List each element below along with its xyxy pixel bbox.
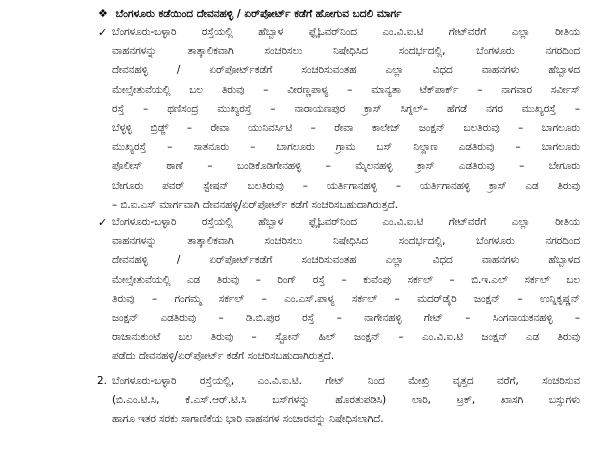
paragraph-line: ದೇವನಹಳ್ಳಿ / ಏರ್‌ಪೋರ್ಟ್‌ಕಡೆಗೆ ಸಂಚರಿಸುವಂತಹ ಎಲ್ಲಾ ವಿಧದ ವಾಹನಗಳು ಹೆಬ್ಬಾಳದ (112, 64, 580, 77)
paragraph-line: ತಿರುವು – ಗಂಗಮ್ಮ ಸರ್ಕಲ್ – ಎಂ.ಎಸ್.ಪಾಳ್ಯ ಸರ್ಕಲ್ – ಮದರ್‌ಡೈರಿ ಜಂಕ್ಷನ್ – ಉನ್ನಿಕೃಷ್ಣನ್ (112, 292, 580, 305)
paragraph-line: ಮೇಲ್ಸೇತುವೆಯಲ್ಲಿ ಬಲ ತಿರುವು – ವೀರಣ್ಣಪಾಳ್ಯ – ಮಾನ್ಯತಾ ಟೆಕ್‌ಪಾರ್ಕ್ – ನಾಗವಾರ ಸರ್ವೀಸ್ (112, 83, 580, 96)
paragraph-line: ದೇವನಹಳ್ಳಿ / ಏರ್‌ಪೋರ್ಟ್‌ಕಡೆಗೆ ಸಂಚರಿಸುವಂತಹ ಎಲ್ಲಾ ವಿಧದ ವಾಹನಗಳು ಹೆಬ್ಬಾಳದ (112, 254, 580, 267)
paragraph-line: ಹಾಗೂ ಇತರ ಸರಕು ಸಾಗಾಣಿಕೆಯ ಭಾರಿ ವಾಹನಗಳ ಸಂಚಾರವನ್ನು ನಿಷೇಧಿಸಲಾಗಿದೆ. (112, 413, 384, 426)
route-paragraph-1 (98, 23, 580, 215)
paragraph-line: – ಬಿ.ಐ.ಎಸ್ ಮಾರ್ಗವಾಗಿ ದೇವನಹಳ್ಳಿ/ಏರ್‌ಪೋರ್ಟ್ ಕಡೆಗೆ ಸಂಚರಿಸಬಹುದಾಗಿರುತ್ತದೆ. (112, 198, 399, 211)
paragraph-line: ವಾಹನಗಳನ್ನು ತಾತ್ಕಾಲಿಕವಾಗಿ ಸಂಚರಿಸಲು ನಿಷೇಧಿಸಿದ ಸಂದರ್ಭದಲ್ಲಿ, ಬೆಂಗಳೂರು ನಗರದಿಂದ (112, 45, 580, 58)
paragraph-line: ಬೆಂಗಳೂರು-ಬಳ್ಳಾರಿ ರಸ್ತೆಯಲ್ಲಿ, ಎಂ.ವಿ.ಐ.ಟಿ. ಗೇಟ್ ನಿಂದ ಮೇಖ್ರಿ ವೃತ್ತದ ವರೆಗೆ, ಸಂಚರಿಸುವ (112, 375, 580, 387)
paragraph-line: ಜಂಕ್ಷನ್ ಎಡತಿರುವು – ಡಿ.ಬಿ.ಪುರ ರಸ್ತೆ – ನಾಗೇನಹಳ್ಳಿ ಗೇಟ್ – ಸಿಂಗನಾಯಕನಹಳ್ಳಿ – (112, 311, 580, 324)
paragraph-line: ರಾಜಾನುಕುಂಟೆ ಬಲ ತಿರುವು – ಸ್ಟೋನ್ ಹಿಲ್ ಜಂಕ್ಷನ್ – ಎಂ.ವಿ.ಐ.ಟಿ ಜಂಕ್ಷನ್ ಎಡ ತಿರುವು (112, 331, 580, 344)
item-number: 2. (97, 375, 108, 387)
paragraph-line: ರಸ್ತೆ – ಥಣಿಸಂದ್ರ ಮುಖ್ಯರಸ್ತೆ – ನಾರಾಯಣಪುರ ಕ್ರಾಸ್ ಸಿಗ್ನಲ್– ಹೆಗಡೆ ನಗರ ಮುಖ್ಯರಸ್ತೆ – (112, 102, 580, 115)
section-heading (98, 5, 578, 23)
diamond-bullet-icon: ❖ (98, 7, 108, 20)
paragraph-line: ಬೆಂಗಳೂರು-ಬಳ್ಳಾರಿ ರಸ್ತೆಯಲ್ಲಿ ಹೆಬ್ಬಾಳ ಫ್ಲೈಓವರ್‌ನಿಂದ ಎಂ.ವಿ.ಐ.ಟಿ ಗೇಟ್‌ವರೆಗೆ ಎಲ್ಲಾ ರೀತಿಯ (112, 26, 580, 38)
checkmark-icon: ✓ (98, 26, 108, 39)
paragraph-line: ವಾಹನಗಳನ್ನು ತಾತ್ಕಾಲಿಕವಾಗಿ ಸಂಚರಿಸಲು ನಿಷೇಧಿಸಿದ ಸಂದರ್ಭದಲ್ಲಿ, ಬೆಂಗಳೂರು ನಗರದಿಂದ (112, 235, 580, 248)
paragraph-line: ಪೊಲೀಸ್ ಠಾಣೆ – ಬಂಡಿಕೊಡಿಗೇನಹಳ್ಳಿ – ಮೈಲನಹಳ್ಳಿ ಕ್ರಾಸ್ ಎಡತಿರುವು – ಬೇಗೂರು (112, 160, 580, 173)
paragraph-line: ಪಡೆದು ದೇವನಹಳ್ಳಿ/ಏರ್‌ಪೋರ್ಟ್ ಕಡೆಗೆ ಸಂಚರಿಸಬಹುದಾಗಿರುತ್ತದೆ. (112, 350, 335, 363)
paragraph-line: ಮುಖ್ಯರಸ್ತೆ – ಸಾತನೂರು – ಬಾಗಲೂರು ಗ್ರಾಮ ಬಸ್ ನಿಲ್ದಾಣ ಎಡತಿರುವು – ಬಾಗಲೂರು (112, 141, 580, 154)
paragraph-line: ಬೇಗೂರು ಪವರ್ ಸ್ಟೇಷನ್ ಬಲತಿರುವು – ಯರ್ತಿಗಾನಹಳ್ಳಿ – ಯರ್ತಿಗಾನಹಳ್ಳಿ ಕ್ರಾಸ್ ಎಡ ತಿರುವು (112, 179, 580, 192)
item-body (112, 372, 580, 430)
paragraph-line: ಮೇಲ್ಸೇತುವೆಯಲ್ಲಿ ಎಡ ತಿರುವು – ರಿಂಗ್ ರಸ್ತೆ – ಕುವೆಂಪು ಸರ್ಕಲ್ – ಬಿ.ಇ.ಎಲ್ ಸರ್ಕಲ್ ಬಲ (112, 273, 580, 286)
paragraph-line: (ಬಿ.ಎಂ.ಟಿ.ಸಿ, ಕೆ.ಎಸ್.ಆರ್.ಟಿ.ಸಿ ಬಸ್‌ಗಳನ್ನು ಹೊರತುಪಡಿಸಿ) ಲಾರಿ, ಟ್ರಕ್, ಖಾಸಗಿ ಬಸ್ಸುಗಳು (112, 394, 580, 407)
paragraph-line: ಬೆಂಗಳೂರು-ಬಳ್ಳಾರಿ ರಸ್ತೆಯಲ್ಲಿ ಹೆಬ್ಬಾಳ ಫ್ಲೈಓವರ್‌ನಿಂದ ಎಂ.ವಿ.ಐ.ಟಿ ಗೇಟ್‌ವರೆಗೆ ಎಲ್ಲಾ ರೀತಿಯ (112, 216, 580, 228)
paragraph-line: ಬೆಳ್ಳಳ್ಳಿ ಬ್ರಿಡ್ಜ್ – ರೇವಾ ಯುನಿವರ್ಸಿಟಿ – ರೇವಾ ಕಾಲೇಜ್ ಜಂಕ್ಷನ್ ಬಲತಿರುವು – ಬಾಗಲೂರು (112, 121, 580, 134)
heading-text: ಬೆಂಗಳೂರು ಕಡೆಯಿಂದ ದೇವನಹಳ್ಳಿ / ಏರ್‌ಪೋರ್ಟ್ ಕಡೆಗೆ ಹೋಗುವ ಬದಲಿ ಮಾರ್ಗ (115, 8, 402, 20)
checkmark-icon: ✓ (98, 216, 108, 229)
route-paragraph-2 (98, 213, 580, 367)
